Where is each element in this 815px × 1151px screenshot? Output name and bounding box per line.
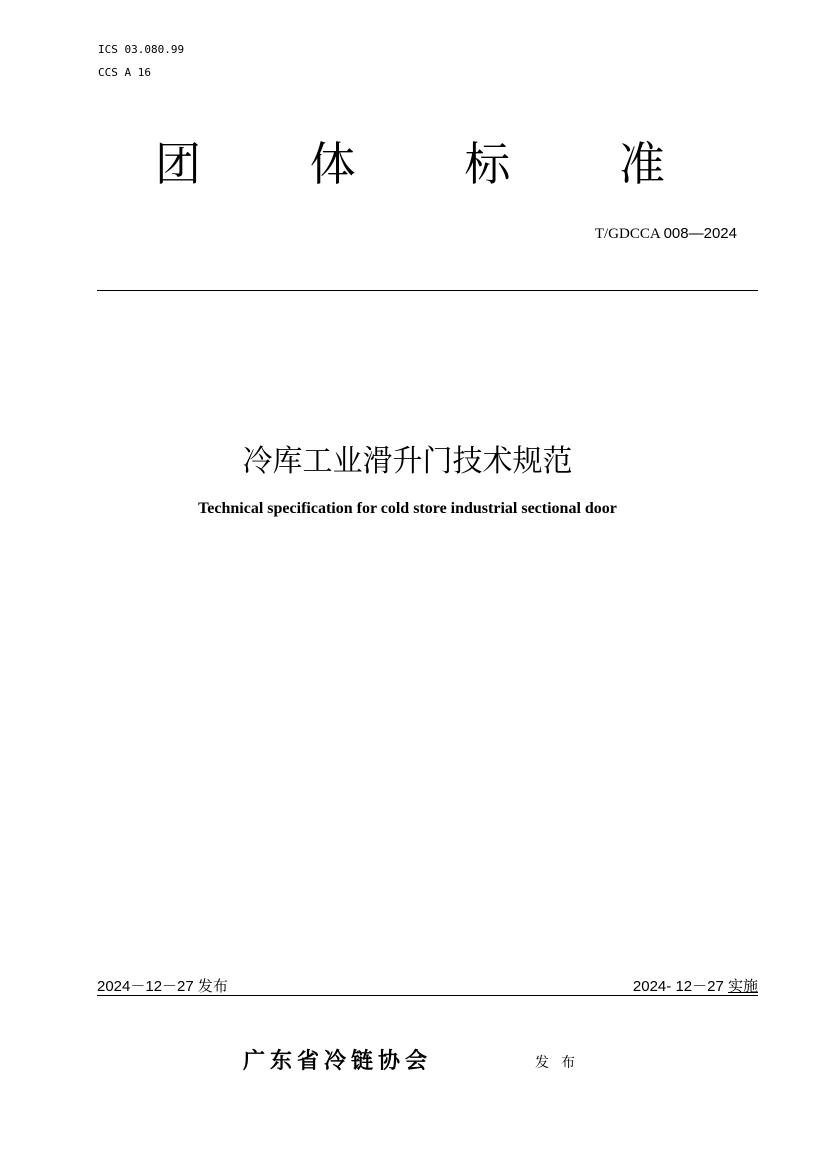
top-divider xyxy=(97,290,758,291)
implement-date-value: 2024- 12－27 xyxy=(632,978,728,995)
category-char: 体 xyxy=(309,137,356,191)
implement-date xyxy=(633,976,758,997)
publisher-name: 广东省冷链协会 xyxy=(243,1049,433,1074)
standard-prefix: T/GDCCA xyxy=(594,226,664,242)
publish-date-label: 发布 xyxy=(197,977,228,995)
category-char: 标 xyxy=(464,137,511,191)
standard-number xyxy=(595,224,737,243)
standard-code: 008—2024 xyxy=(663,225,737,242)
ics-code: ICS 03.080.99 xyxy=(98,43,185,56)
publish-date xyxy=(97,976,228,997)
chinese-title: 冷库工业滑升门技术规范 xyxy=(242,444,573,479)
publish-label: 发布 xyxy=(535,1055,587,1071)
category-char: 准 xyxy=(618,137,665,191)
publish-date-value: 2024－12－27 xyxy=(97,978,198,995)
standard-category xyxy=(130,138,690,198)
implement-date-label: 实施 xyxy=(727,977,758,995)
date-divider xyxy=(97,995,758,996)
english-title: Technical specification for cold store industrial sectional door xyxy=(198,500,617,517)
ccs-code: CCS A 16 xyxy=(98,66,151,79)
category-char: 团 xyxy=(155,137,201,191)
